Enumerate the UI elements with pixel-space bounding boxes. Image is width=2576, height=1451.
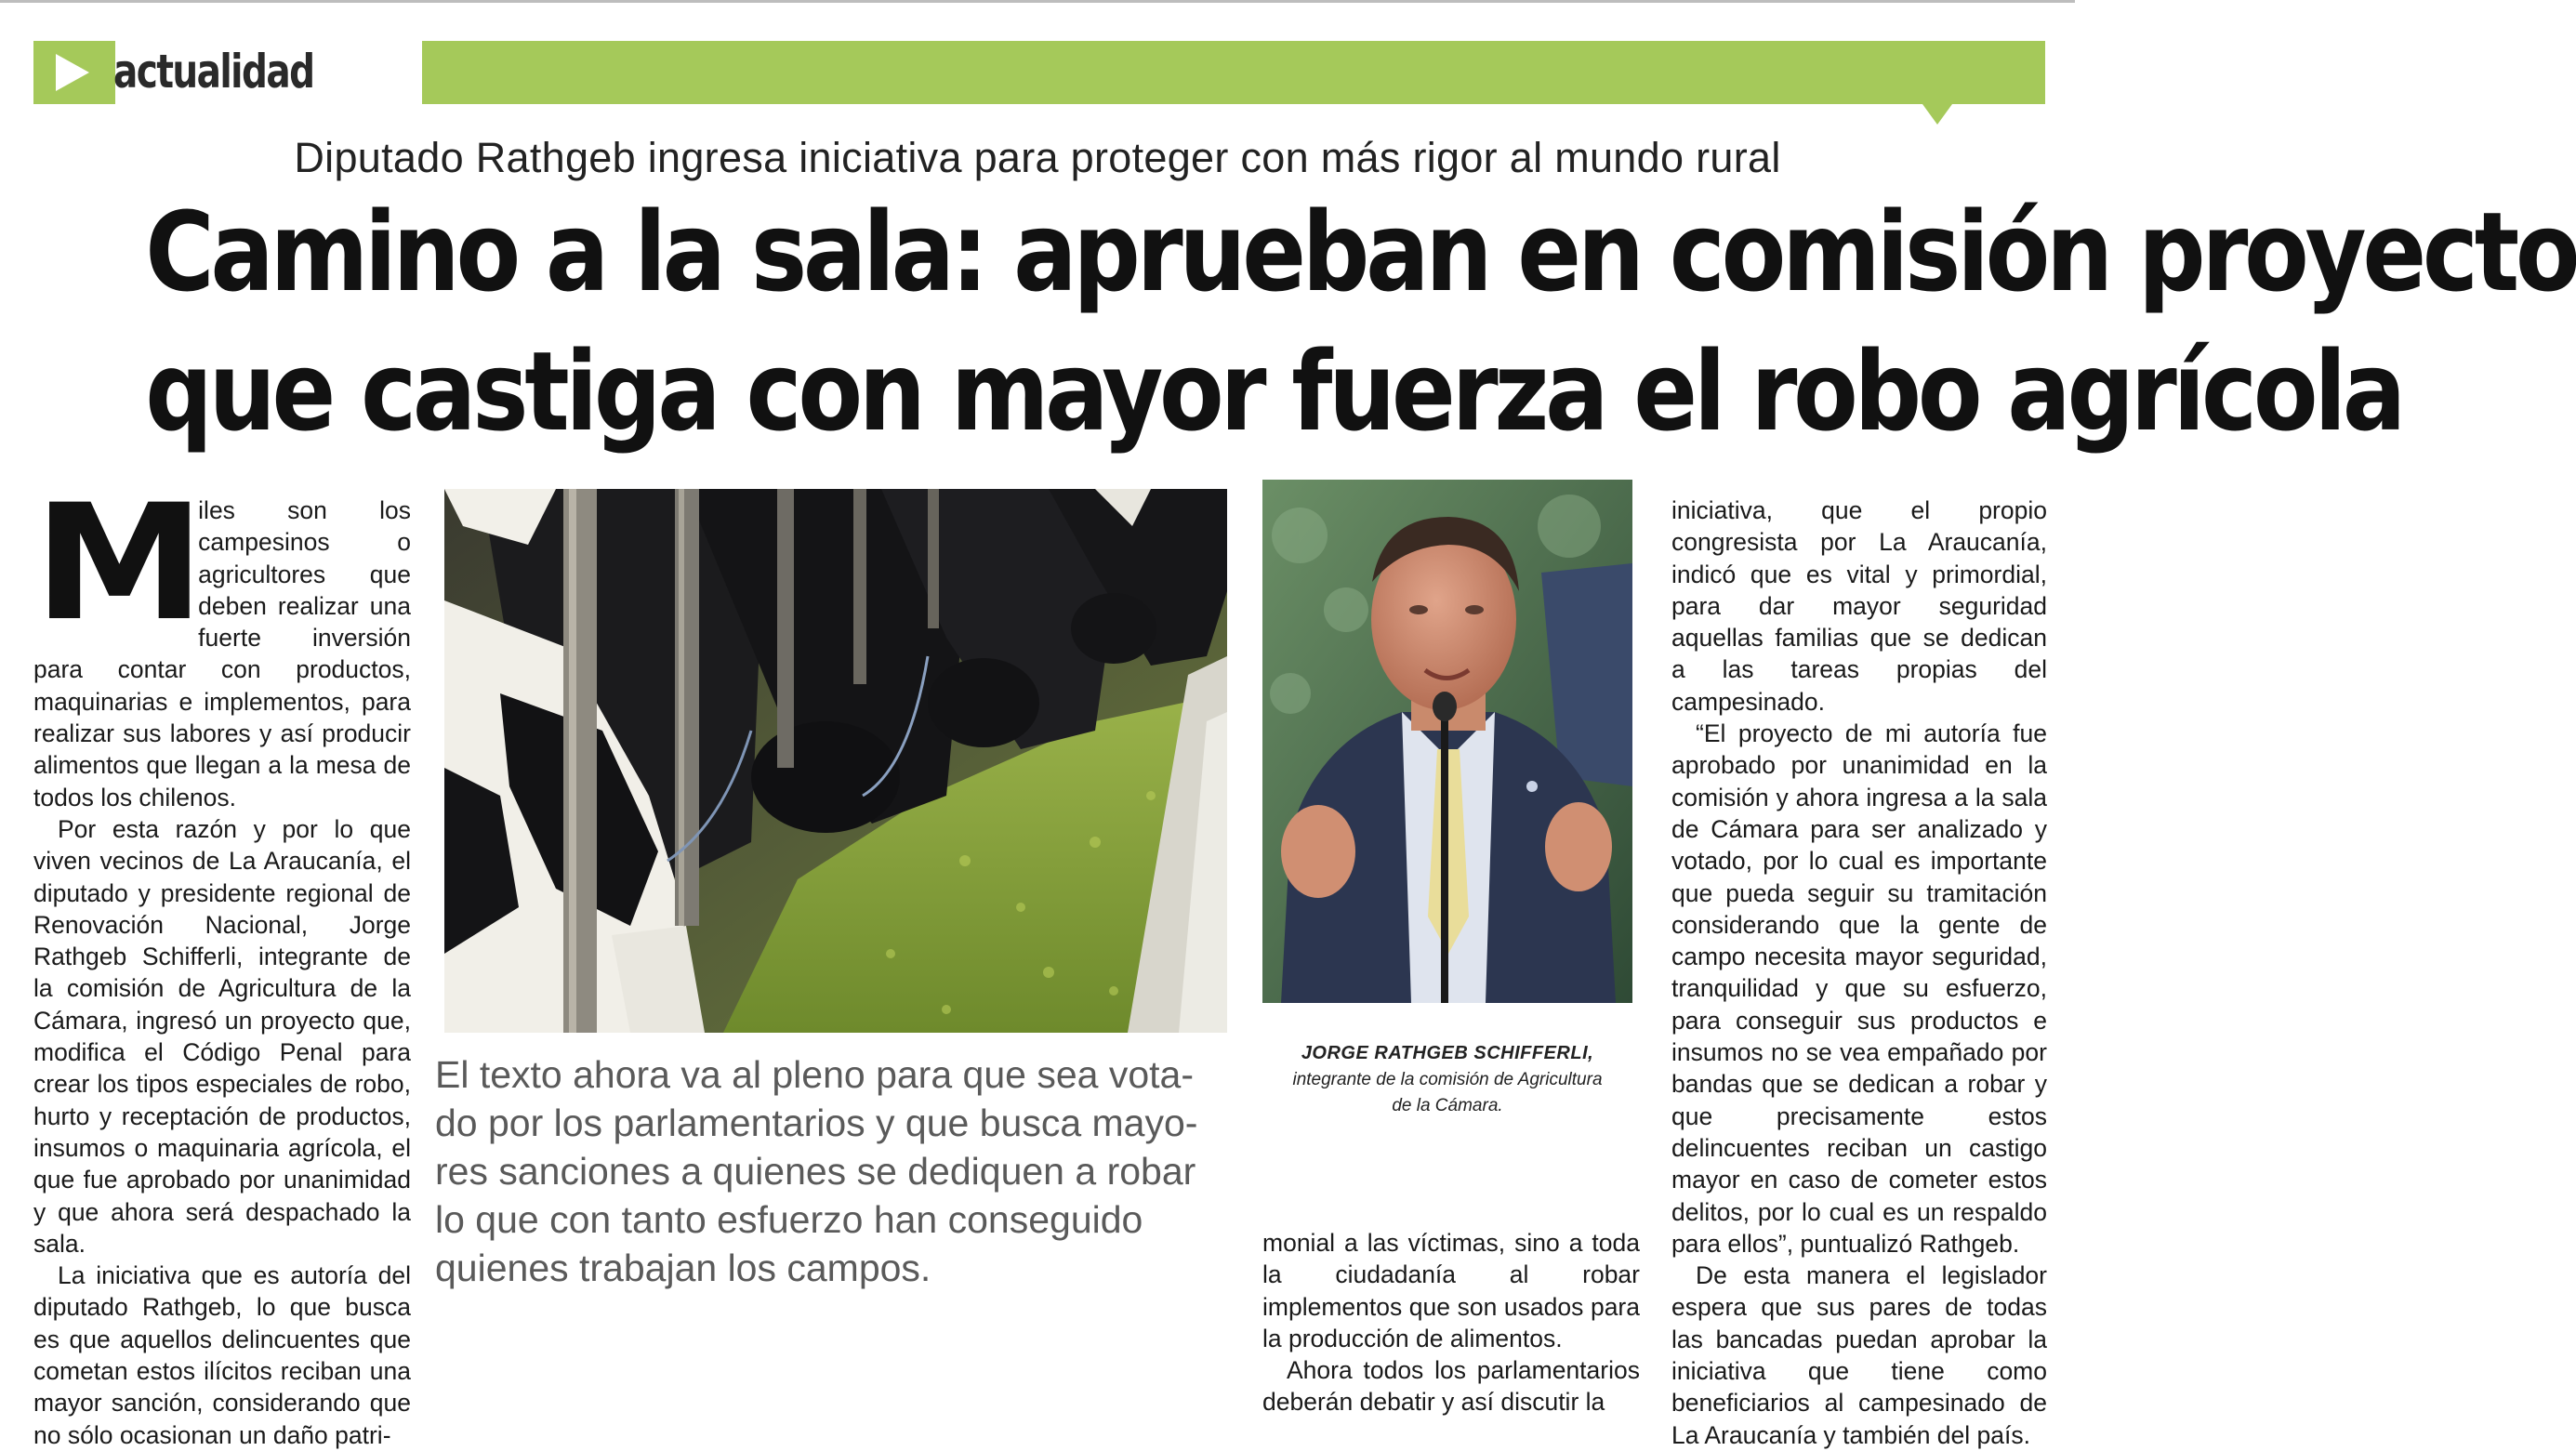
pull-quote-line: do por los parlamentarios y que busca mayo-: [435, 1101, 1198, 1144]
caption-description: de la Cámara.: [1392, 1096, 1503, 1115]
paragraph: De esta manera el legislador espera que sus pares de todas las bancadas puedan aprobar la iniciativa que tiene como beneficiarios al campesinado de La Araucanía y también del país.: [1671, 1261, 2047, 1449]
headline: [0, 182, 2576, 461]
caption-name: JORGE RATHGEB SCHIFFERLI,: [1301, 1043, 1594, 1063]
pull-quote-line: res sanciones a quienes se dediquen a robar: [435, 1150, 1196, 1193]
paragraph: Ahora todos los parlamentarios deberán debatir y así discutir la: [1262, 1356, 1640, 1417]
play-arrow-icon: [56, 54, 89, 91]
paragraph: monial a las víctimas, sino a toda la ciudadanía al robar implementos que son usados para la producción de alimentos.: [1262, 1229, 1640, 1352]
section-bar: [422, 41, 2045, 104]
paragraph-text: iles son los campesinos o agricultores que deben realizar una fuerte inversión para contar con productos, maquinarias e implementos, para realizar sus labores y así producir alimentos que llegan a la mesa de todos los chilenos.: [33, 496, 411, 811]
headline-line: Camino a la sala: aprueban en comisión proyecto: [145, 188, 2576, 316]
article-column-4: [1671, 495, 2047, 1451]
kicker: Diputado Rathgeb ingresa iniciativa para proteger con más rigor al mundo rural: [294, 134, 1781, 181]
photo-caption: [1262, 1039, 1632, 1119]
cows-feeding-photo: [444, 489, 1227, 1033]
pull-quote-line: quienes trabajan los campos.: [435, 1247, 931, 1289]
headline-line: que castiga con mayor fuerza el robo agrícola: [145, 327, 2402, 455]
paragraph: Por esta razón y por lo que viven vecinos de La Araucanía, el diputado y presidente regional de Renovación Nacional, Jorge Rathgeb Schifferli, integrante de la comisión de Agricultura de la Cámara, ingresó un proyecto que, modifica el Código Penal para crear los tipos especiales de robo, hurto y receptación de productos, insumos o maquinaria agrícola, el que fue aprobado por unanimidad y que ahora será despachado la sala.: [33, 814, 411, 1258]
pull-quote-line: lo que con tanto esfuerzo han conseguido: [435, 1198, 1143, 1241]
paragraph: La iniciativa que es autoría del diputado Rathgeb, lo que busca es que aquellos delincuentes que cometan estos ilícitos reciban una mayor sanción, considerando que no sólo ocasionan un daño patri-: [33, 1261, 411, 1449]
paragraph: iniciativa, que el propio congresista por La Araucanía, indicó que es vital y primordial, para dar mayor seguridad aquellas familias que se dedican a las tareas propias del campesinado.: [1671, 496, 2047, 716]
article-column-1: [33, 469, 411, 1451]
pull-quote: [435, 1050, 1225, 1292]
pull-quote-line: El texto ahora va al pleno para que sea vota-: [435, 1053, 1194, 1096]
paragraph: “El proyecto de mi autoría fue aprobado por unanimidad en la comisión y ahora ingresa a la sala de Cámara para ser analizado y votado, por lo cual es importante que pueda seguir su tramitación considerando que la gente de campo necesita mayor seguridad, tranquilidad y que su esfuerzo, para conseguir sus productos e insumos no se vea empañado por bandas que se dedican a robar y que precisamente estos delincuentes reciban un castigo mayor en caso de cometer estos delitos, por lo cual es un respaldo para ellos”, puntualizó Rathgeb.: [1671, 719, 2047, 1258]
paragraph: [33, 469, 411, 813]
dropcap: M: [33, 469, 200, 656]
article-column-3: [1262, 1227, 1640, 1418]
section-marker: [33, 41, 115, 104]
top-rule: [0, 0, 2075, 3]
section-label: actualidad: [113, 45, 314, 99]
portrait-photo: [1262, 480, 1632, 1003]
section-banner: [33, 41, 2045, 104]
section-bar-notch: [1922, 104, 1952, 125]
caption-description: integrante de la comisión de Agricultura: [1292, 1070, 1603, 1089]
